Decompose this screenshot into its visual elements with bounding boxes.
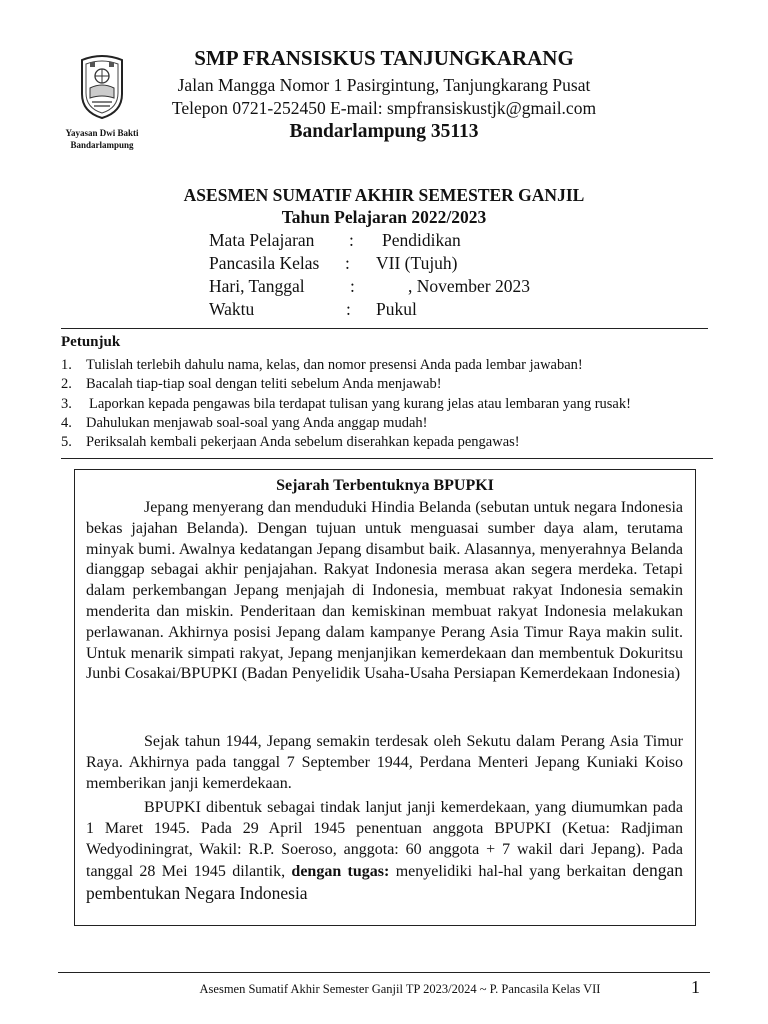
- info-value: VII (Tujuh): [376, 253, 458, 273]
- instruction-text: Laporkan kepada pengawas bila terdapat tulisan yang kurang jelas atau lembaran yang rusak!: [89, 396, 631, 412]
- school-city: Bandarlampung 35113: [289, 121, 479, 142]
- foundation-line-1: Yayasan Dwi Bakti: [65, 128, 139, 138]
- foundation-line-2: Bandarlampung: [70, 140, 134, 150]
- instruction-number: 2.: [61, 376, 72, 392]
- reading-title: Sejarah Terbentuknya BPUPKI: [276, 477, 494, 494]
- info-value: Pendidikan: [382, 230, 461, 250]
- school-contact: Telepon 0721-252450 E-mail: smpfransiskustjk@gmail.com: [171, 98, 597, 118]
- info-value: , November 2023: [408, 276, 530, 296]
- school-crest-icon: [78, 54, 126, 120]
- reading-paragraph-3-continued: menyelidiki hal-hal yang berkaitan: [395, 863, 627, 881]
- school-name: SMP FRANSISKUS TANJUNGKARANG: [194, 46, 574, 70]
- info-label: Waktu: [209, 299, 255, 319]
- info-separator: :: [349, 230, 354, 250]
- exam-year: Tahun Pelajaran 2022/2023: [281, 207, 487, 227]
- instruction-text: Periksalah kembali pekerjaan Anda sebelum diserahkan kepada pengawas!: [86, 434, 520, 450]
- info-label: Hari, Tanggal: [209, 276, 305, 296]
- instruction-text: Tulislah terlebih dahulu nama, kelas, dan nomor presensi Anda pada lembar jawaban!: [86, 357, 583, 373]
- divider: [61, 328, 708, 329]
- info-separator: :: [346, 299, 351, 319]
- instruction-text: Dahulukan menjawab soal-soal yang Anda anggap mudah!: [86, 415, 428, 431]
- info-label: Pancasila Kelas: [209, 253, 320, 273]
- exam-title: ASESMEN SUMATIF AKHIR SEMESTER GANJIL: [183, 185, 585, 205]
- reading-paragraph-3: [86, 798, 683, 906]
- info-value: Pukul: [376, 299, 417, 319]
- divider: [61, 458, 713, 459]
- instruction-number: 1.: [61, 357, 72, 373]
- info-label: Mata Pelajaran: [209, 230, 315, 250]
- foundation-name: [52, 127, 152, 151]
- reading-paragraph-3-end: dengan pembentukan Negara Indonesia: [86, 860, 684, 904]
- instruction-number: 5.: [61, 434, 72, 450]
- footer-divider: [58, 972, 710, 973]
- school-address: Jalan Mangga Nomor 1 Pasirgintung, Tanjungkarang Pusat: [177, 75, 591, 95]
- reading-paragraph-3-text: BPUPKI dibentuk sebagai tindak lanjut janji kemerdekaan, yang diumumkan pada 1 Maret 1945. Pada 29 April 1945 penentuan anggota BPUPKI (Ketua: Radjiman Wedyodiningrat, Wakil: R.P. Soeroso, anggota: 60 anggota + 7 wakil dari Jepang). Pada tanggal 28 Mei 1945 dilantik,: [86, 799, 683, 881]
- info-separator: :: [345, 253, 350, 273]
- instruction-number: 3.: [61, 396, 72, 412]
- page-number: 1: [691, 977, 700, 997]
- reading-bold-phrase: dengan tugas:: [291, 863, 390, 881]
- reading-paragraph-2: Sejak tahun 1944, Jepang semakin terdesak oleh Sekutu dalam Perang Asia Timur Raya. Akhirnya pada tanggal 7 September 1944, Perdana Menteri Jepang Kuniaki Koiso memberikan janji kemerdekaan.: [86, 733, 683, 792]
- instruction-number: 4.: [61, 415, 72, 431]
- instruction-text: Bacalah tiap-tiap soal dengan teliti sebelum Anda menjawab!: [86, 376, 442, 392]
- reading-paragraph-1: Jepang menyerang dan menduduki Hindia Belanda (sebutan untuk negara Indonesia bekas jajahan Belanda). Dengan tujuan untuk menguasai sumber daya alam, terutama minyak bumi. Awalnya kedatangan Jepang disambut baik. Alasannya, menyerahnya Belanda dianggap sebagai akhir penjajahan. Rakyat Indonesia merasa akan segera merdeka. Tetapi dalam perkembangan Jepang menjajah di Indonesia, membuat rakyat Indonesia semakin menderita dan miskin. Penderitaan dan kemiskinan membuat rakyat Indonesia melakukan perlawanan. Akhirnya posisi Jepang dalam kampanye Perang Asia Timur Raya makin sulit. Untuk menarik simpati rakyat, Jepang menjanjikan kemerdekaan dan membentuk Dokuritsu Junbi Cosakai/BPUPKI (Badan Penyelidik Usaha-Usaha Persiapan Kemerdekaan Indonesia): [86, 499, 683, 683]
- info-separator: :: [350, 276, 355, 296]
- instructions-heading: Petunjuk: [61, 334, 121, 350]
- footer-text: Asesmen Sumatif Akhir Semester Ganjil TP 2023/2024 ~ P. Pancasila Kelas VII: [199, 982, 601, 996]
